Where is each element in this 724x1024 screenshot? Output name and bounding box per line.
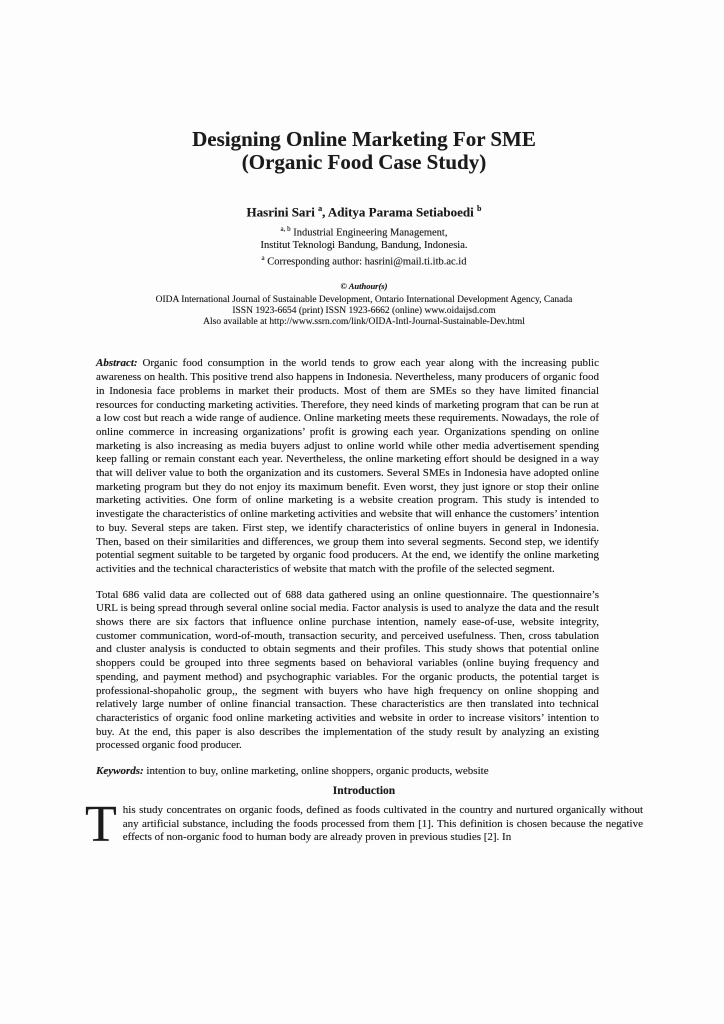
affiliation-line-1 [85, 223, 643, 240]
author-1-affil-mark: a [318, 204, 323, 213]
introduction-paragraph [85, 795, 643, 853]
abstract-paragraph-2: Total 686 valid data are collected out of 688 data gathered using an online questionnaire. The questionnaire’s URL is being spread through several online social media. Factor analysis is used to analyze the data and the result shows there are six factors that influence online purchase intention, namely ease-of-use, website integrity, customer communication, word-of-mouth, transaction security, and perceived usefulness. Then, cross tabulation and cluster analysis is conducted to obtain segments and their profiles. This study shows that potential online shoppers could be grouped into three segments based on behavioral variables (online buying frequency and spending, and payment method) and psychographic variables. For the organic products, the potential target is professional-shopaholic group,, the segment with buyers who have high frequency on online shopping and relatively large number of online financial transaction. These characteristics are then translated into technical characteristics of organic food online marketing activities and website in order to increase visitors’ intention to buy. At the end, this paper is also describes the implementation of the study result by analyzing an existing processed organic food producer. [96, 588, 599, 752]
affiliation-line-2: Institut Teknologi Bandung, Bandung, Indonesia. [260, 240, 468, 252]
authors-separator: , [322, 204, 328, 220]
journal-name-line: OIDA International Journal of Sustainable Development, Ontario International Development Agency, Canada [155, 294, 573, 305]
title-block [85, 128, 643, 328]
paper-title [85, 128, 643, 174]
dropcap-letter: T [85, 795, 117, 853]
keywords-text: intention to buy, online marketing, online shoppers, organic products, website [146, 765, 489, 778]
introduction-heading: Introduction [332, 784, 396, 797]
copyright-line: © Authour(s) [340, 281, 388, 292]
availability-line: Also available at http://www.ssrn.com/link/OIDA-Intl-Journal-Sustainable-Dev.html [203, 317, 525, 328]
title-line-2: (Organic Food Case Study) [241, 150, 487, 174]
affiliation-block [85, 223, 643, 269]
corresponding-mark: a [261, 254, 265, 263]
affiliation-marks: a, b [280, 225, 291, 234]
corresponding-text: Corresponding author: hasrini@mail.ti.itb.ac.id [267, 256, 467, 268]
keywords-line [96, 765, 599, 779]
author-2-name: Aditya Parama Setiaboedi [327, 204, 474, 220]
author-2-affil-mark: b [477, 204, 482, 213]
authors-line [85, 201, 643, 219]
corresponding-author-line [85, 252, 643, 269]
journal-imprint [85, 281, 643, 328]
title-line-1: Designing Online Marketing For SME [192, 127, 536, 151]
abstract-text-1: Organic food consumption in the world tends to grow each year along with the increasing public awareness on health. This positive trend also happens in Indonesia. Nevertheless, many producers of organic food in Indonesia face problems in market their products. Most of them are SMEs so they have limited financial resources for conducting marketing activities. Therefore, they need kinds of marketing program that can be run at a low cost but reach a wide range of audience. Online marketing meets these requirements. Nowadays, the role of online commerce in increasing organizations’ profit is growing each year. Organizations spending on online marketing is also increasing as media buyers adjust to online world while other media advertisement spending keep falling or remain constant each year. Nevertheless, the online marketing effort should be designed in a way that will deliver value to both the organization and its customers. Several SMEs in Indonesia have adopted online marketing program but they do not enjoy its maximum benefit. Even worst, they just ignore or stop their online marketing activities. One form of online marketing is a website creation program. This study is intended to investigate the characteristics of online marketing activities and website that will enhance the customers’ intention to buy. Several steps are taken. First step, we identify characteristics of online buyers in general in Indonesia. Then, based on their similarities and differences, we group them into several segments. Second step, we identify potential segment suitable to be targeted by organic food producers. At the end, we identify the online marketing activities and the technical characteristics of website that match with the profile of the selected segment. [96, 357, 599, 575]
author-1-name: Hasrini Sari [246, 204, 315, 220]
keywords-label: Keywords: [96, 765, 144, 778]
affiliation-dept: Industrial Engineering Management, [293, 227, 448, 239]
abstract-paragraph-1 [96, 357, 599, 576]
issn-line: ISSN 1923-6654 (print) ISSN 1923-6662 (online) www.oidaijsd.com [232, 305, 496, 316]
introduction-text: his study concentrates on organic foods, defined as foods cultivated in the country and nurtured organically without any artificial substance, including the foods processed from them [1]. This definition is chosen because the negative effects of non-organic food to human body are already proven in previous studies [2]. In [122, 803, 643, 844]
abstract-section [96, 357, 599, 778]
abstract-label: Abstract: [96, 357, 138, 370]
